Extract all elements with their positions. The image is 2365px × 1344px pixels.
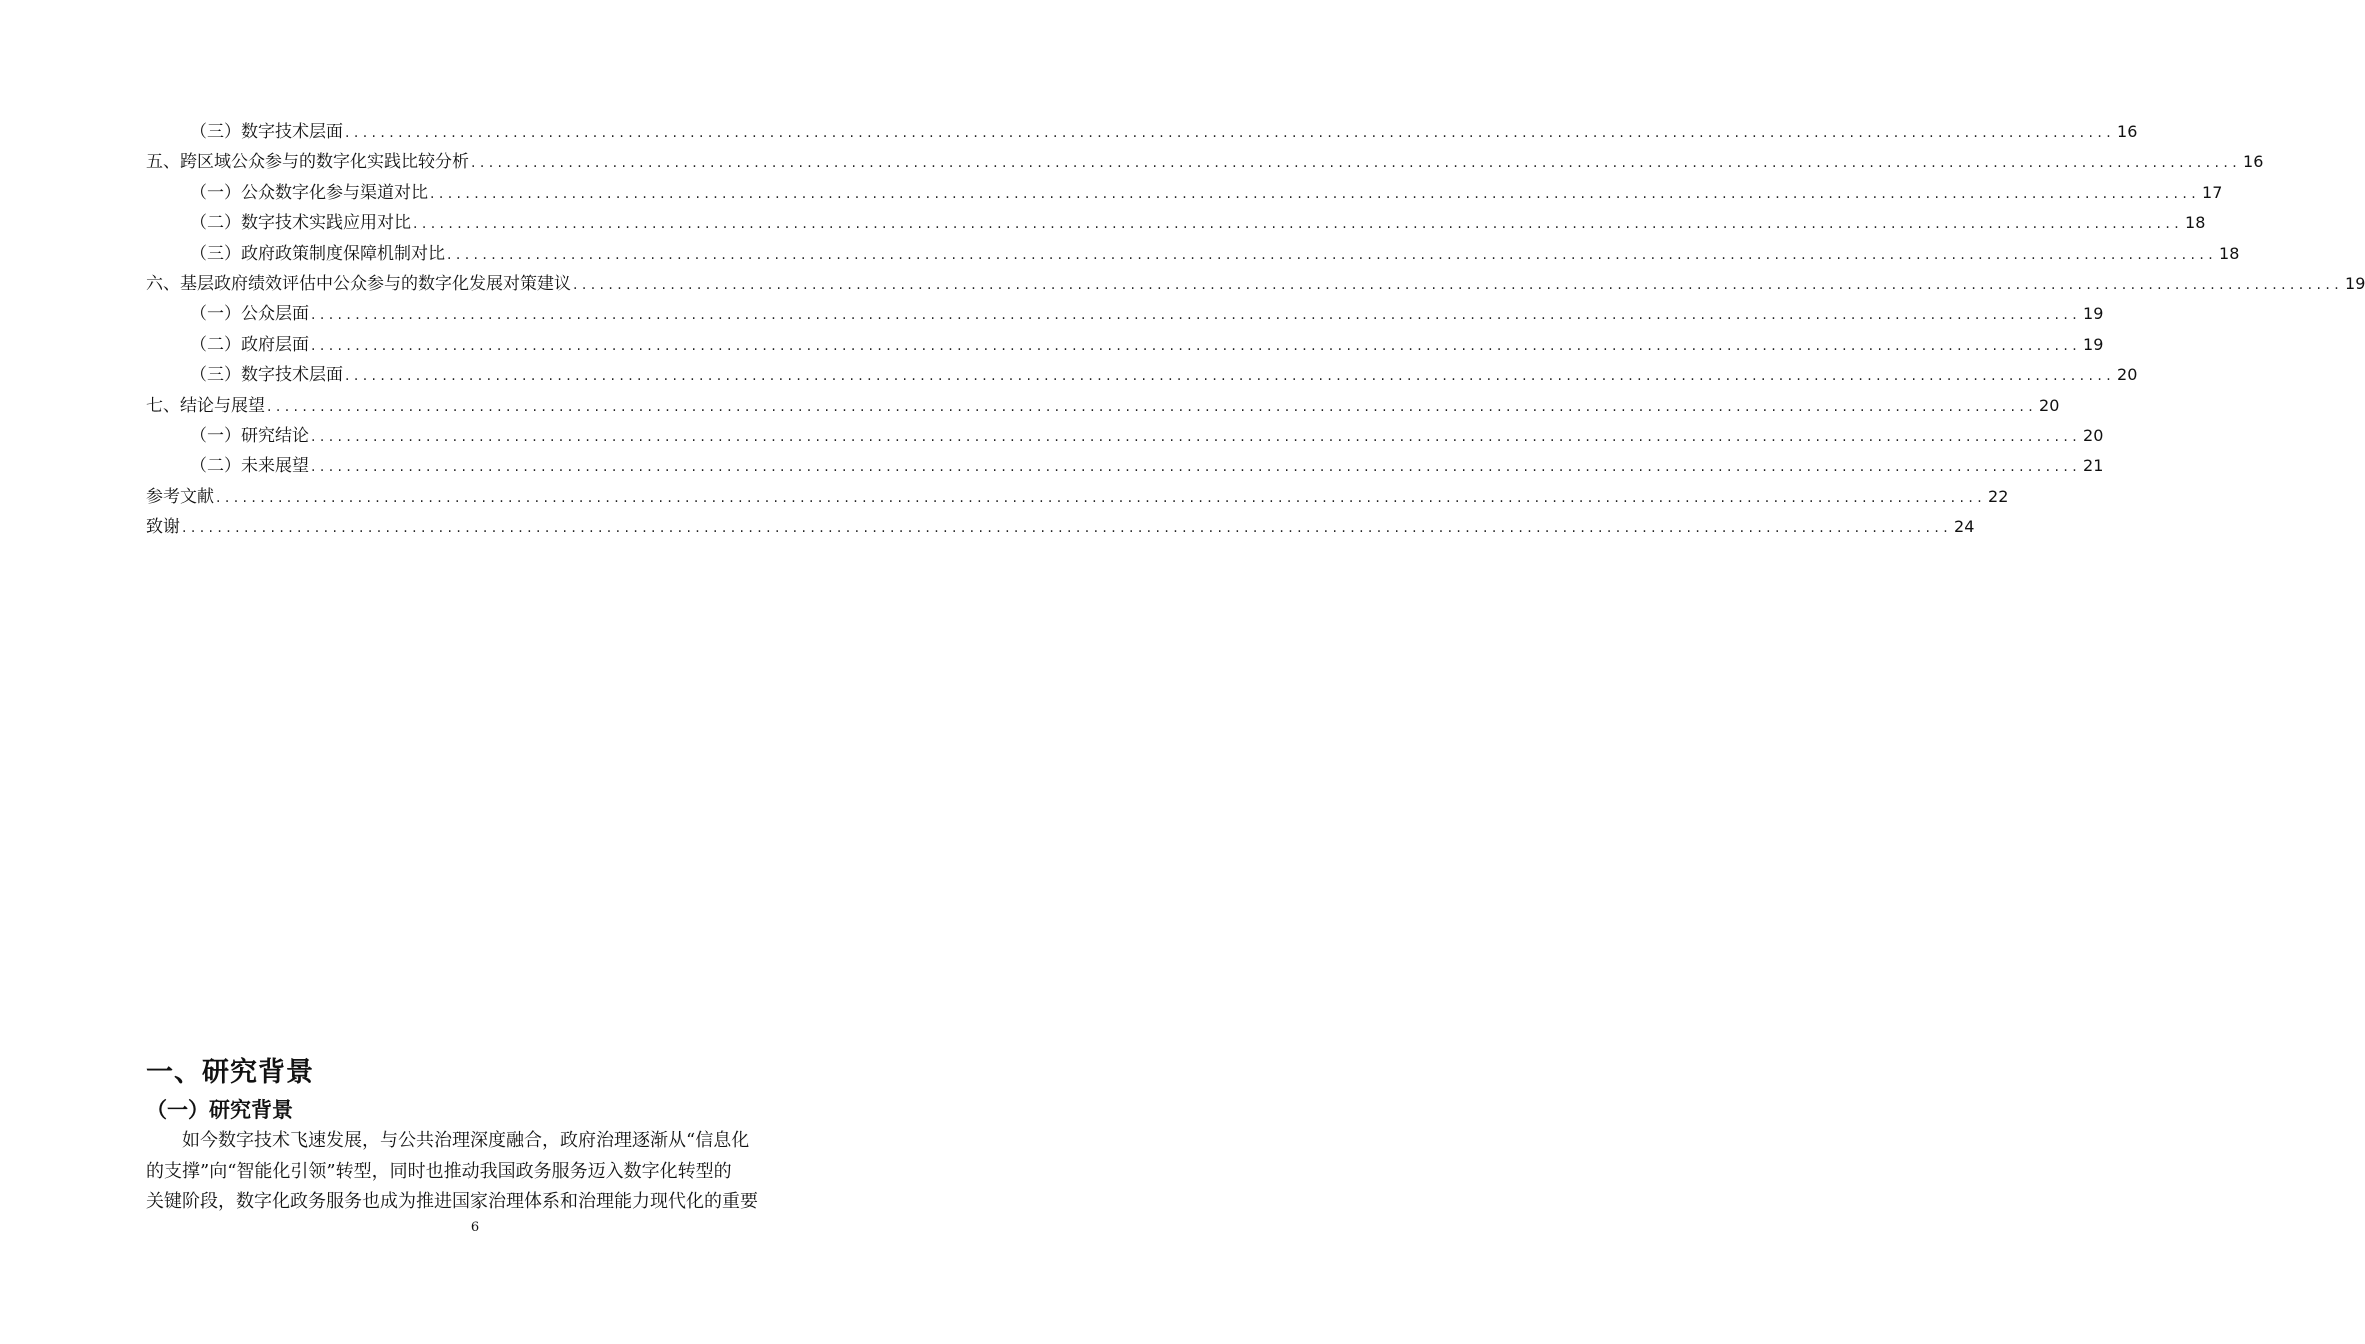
toc-entry-page: 18	[2219, 243, 2240, 263]
toc-entry[interactable]	[146, 360, 2138, 390]
toc-entry[interactable]	[146, 178, 2223, 208]
toc-entry[interactable]	[146, 208, 2206, 238]
toc-leader-dots: ........................................................................................................................................................................................................	[182, 520, 1953, 537]
toc-leader-dots: ........................................................................................................................................................................................................	[345, 368, 2116, 385]
toc-entry-page: 19	[2345, 273, 2365, 293]
toc-entry-title: （三）政府政策制度保障机制对比	[190, 243, 445, 264]
toc-entry-title: 致谢	[146, 517, 180, 538]
toc-entry-page: 20	[2083, 425, 2104, 445]
table-of-contents	[146, 117, 2365, 542]
toc-entry-page: 17	[2202, 182, 2223, 202]
toc-entry-title: （三）数字技术层面	[190, 365, 343, 386]
toc-leader-dots: ........................................................................................................................................................................................................	[345, 125, 2116, 141]
paragraph-line: 的支撑”向“智能化引领”转型，同时也推动我国政务服务迈入数字化转型的	[146, 1160, 732, 1182]
toc-entry-page: 19	[2083, 334, 2104, 354]
toc-entry[interactable]	[146, 391, 2060, 421]
toc-entry[interactable]	[146, 421, 2104, 451]
paragraph-line: 如今数字技术飞速发展，与公共治理深度融合，政府治理逐渐从“信息化	[182, 1130, 750, 1151]
toc-entry[interactable]	[146, 330, 2104, 360]
toc-entry-title: 五、跨区域公众参与的数字化实践比较分析	[146, 152, 469, 173]
section-heading: 一、研究背景	[146, 1057, 314, 1088]
toc-leader-dots: ........................................................................................................................................................................................................	[311, 428, 2082, 445]
toc-leader-dots: ........................................................................................................................................................................................................	[413, 216, 2184, 233]
body-paragraph	[146, 1126, 808, 1218]
toc-leader-dots: ........................................................................................................................................................................................................	[573, 276, 2344, 293]
toc-entry[interactable]	[146, 482, 2009, 512]
toc-entry-page: 16	[2243, 152, 2264, 172]
toc-entry-title: 参考文献	[146, 486, 214, 507]
toc-entry-page: 22	[1988, 486, 2009, 506]
toc-leader-dots: ........................................................................................................................................................................................................	[311, 307, 2082, 324]
toc-entry-title: （一）公众层面	[190, 304, 309, 325]
toc-entry-page: 21	[2083, 456, 2104, 476]
toc-entry-page: 18	[2185, 213, 2206, 233]
page-number: 6	[470, 1220, 480, 1235]
toc-leader-dots: ........................................................................................................................................................................................................	[311, 459, 2082, 476]
toc-entry[interactable]	[146, 451, 2104, 481]
toc-entry-title: 七、结论与展望	[146, 395, 265, 416]
toc-entry[interactable]	[146, 299, 2104, 329]
toc-leader-dots: ........................................................................................................................................................................................................	[430, 185, 2201, 202]
toc-entry-page: 24	[1954, 517, 1975, 537]
toc-entry[interactable]	[146, 117, 2138, 147]
toc-leader-dots: ........................................................................................................................................................................................................	[447, 246, 2218, 263]
toc-entry-title: 六、基层政府绩效评估中公众参与的数字化发展对策建议	[146, 273, 571, 294]
toc-entry-title: （二）政府层面	[190, 334, 309, 355]
toc-entry-page: 20	[2039, 395, 2060, 415]
toc-entry[interactable]	[146, 269, 2365, 299]
toc-entry-title: （三）数字技术层面	[190, 122, 343, 142]
toc-entry[interactable]	[146, 239, 2240, 269]
toc-entry-page: 19	[2083, 304, 2104, 324]
toc-leader-dots: ........................................................................................................................................................................................................	[267, 398, 2038, 415]
toc-entry-title: （一）公众数字化参与渠道对比	[190, 182, 428, 203]
toc-entry[interactable]	[146, 512, 1975, 542]
subsection-heading: （一）研究背景	[146, 1098, 293, 1122]
toc-entry-page: 16	[2117, 122, 2138, 141]
toc-entry-title: （二）未来展望	[190, 456, 309, 477]
toc-entry-title: （二）数字技术实践应用对比	[190, 213, 411, 234]
toc-entry[interactable]	[146, 147, 2264, 177]
toc-leader-dots: ........................................................................................................................................................................................................	[471, 155, 2242, 172]
toc-entry-title: （一）研究结论	[190, 425, 309, 446]
toc-entry-page: 20	[2117, 365, 2138, 385]
toc-leader-dots: ........................................................................................................................................................................................................	[216, 489, 1987, 506]
toc-leader-dots: ........................................................................................................................................................................................................	[311, 337, 2082, 354]
paragraph-line: 关键阶段，数字化政务服务也成为推进国家治理体系和治理能力现代化的重要	[146, 1191, 758, 1212]
